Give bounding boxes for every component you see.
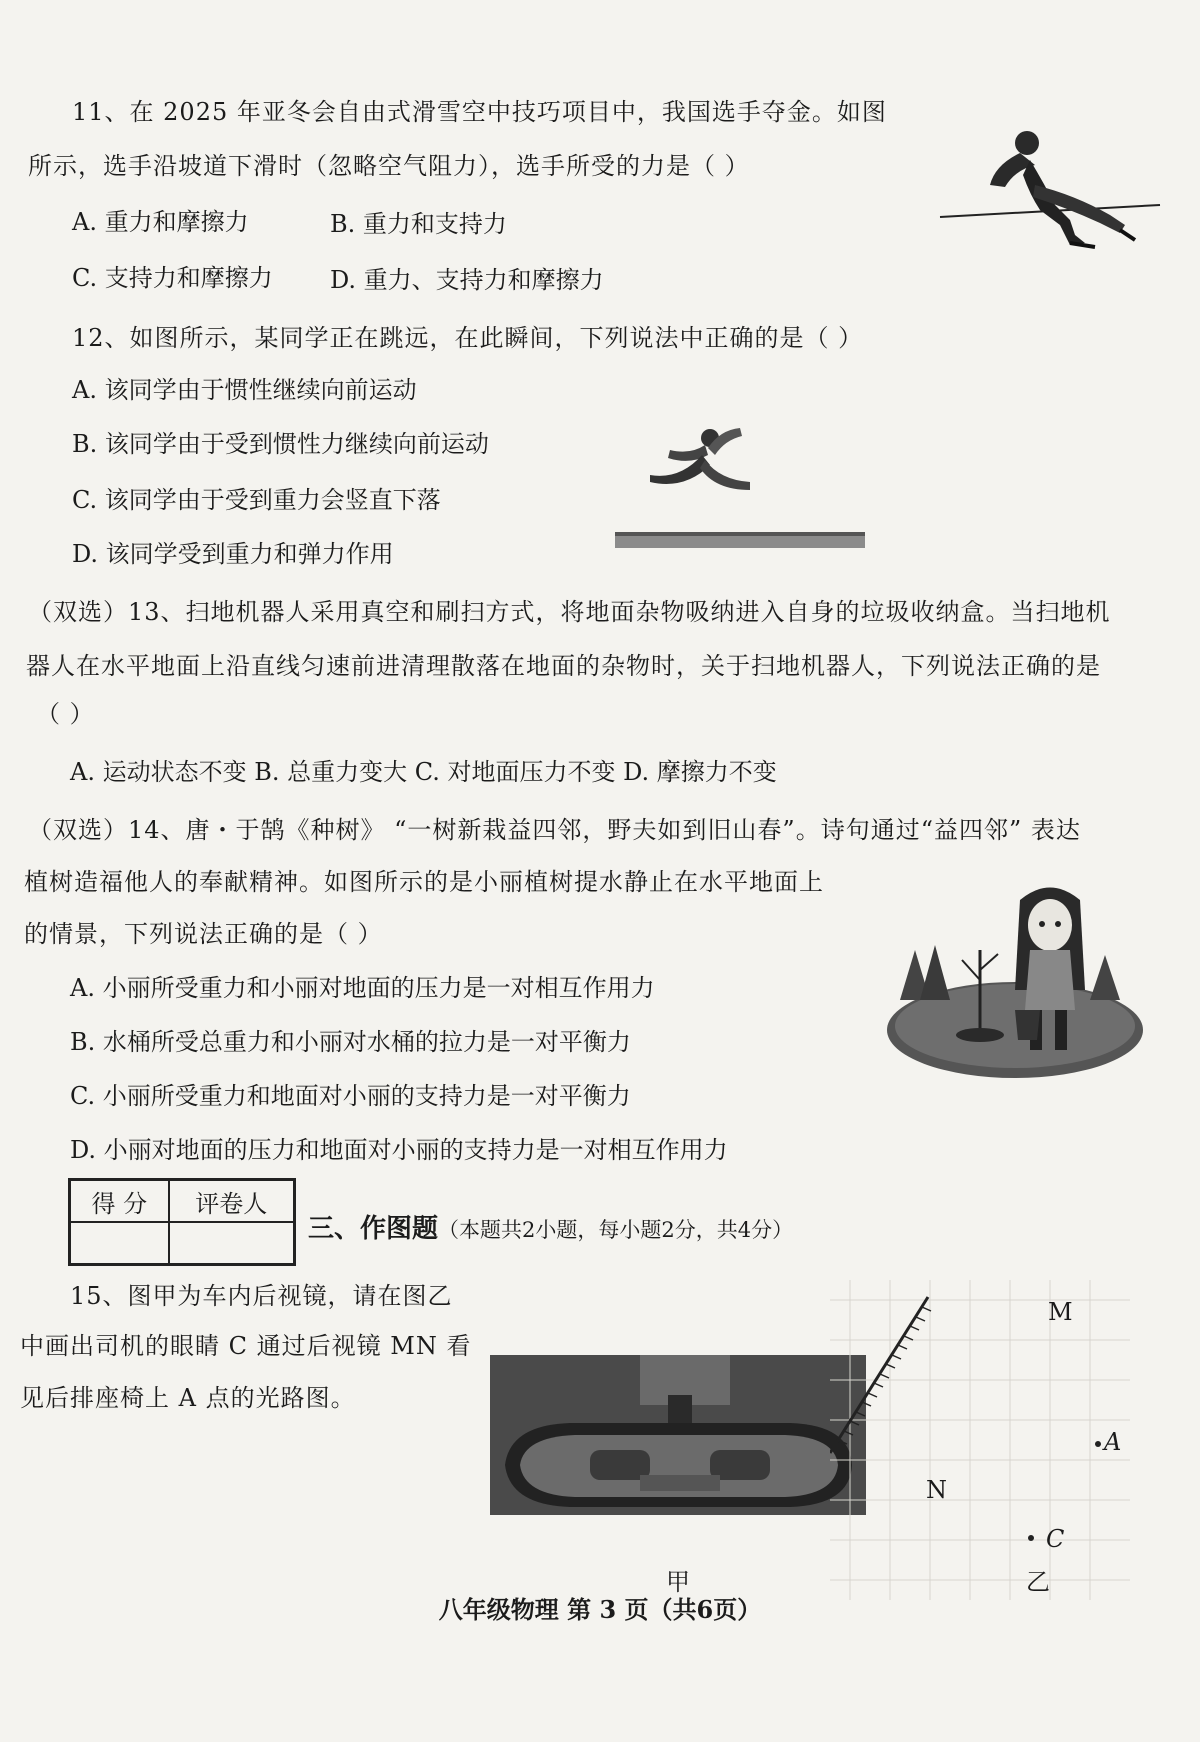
section-3-note: （本题共2小题，每小题2分，共4分） (438, 1218, 794, 1242)
q15-line3: 见后排座椅上 A 点的光路图。 (20, 1384, 356, 1412)
q14-option-a: A. 小丽所受重力和小丽对地面的压力是一对相互作用力 (70, 974, 655, 1002)
label-c: C (1046, 1525, 1065, 1553)
score-header: 得 分 (70, 1180, 169, 1223)
q13-line1: （双选）13、扫地机器人采用真空和刷扫方式，将地面杂物吸纳进入自身的垃圾收纳盒。当扫地机 (28, 598, 1111, 626)
q12-option-a: A. 该同学由于惯性继续向前运动 (72, 376, 417, 404)
figure-yi-label: 乙 (1026, 1568, 1050, 1596)
grader-header: 评卷人 (169, 1180, 295, 1223)
point-c-dot (1028, 1535, 1034, 1541)
figure-jia-label: 甲 (666, 1568, 690, 1596)
q13-line3: （ ） (36, 700, 95, 728)
q14-line3: 的情景，下列说法正确的是（ ） (24, 920, 383, 948)
q12-option-d: D. 该同学受到重力和弹力作用 (72, 540, 394, 568)
q11-line2: 所示，选手沿坡道下滑时（忽略空气阻力），选手所受的力是（ ） (28, 152, 750, 180)
q11-option-c: C. 支持力和摩擦力 (72, 264, 273, 292)
mirror-diagram (830, 1280, 1130, 1600)
section-3-title: 三、作图题 (308, 1214, 439, 1244)
q14-line2: 植树造福他人的奉献精神。如图所示的是小丽植树提水静止在水平地面上 (24, 868, 824, 896)
q11-option-b: B. 重力和支持力 (330, 210, 507, 238)
q11-option-a: A. 重力和摩擦力 (72, 208, 249, 236)
q12-option-c: C. 该同学由于受到重力会竖直下落 (72, 486, 441, 514)
q14-option-d: D. 小丽对地面的压力和地面对小丽的支持力是一对相互作用力 (70, 1136, 728, 1164)
long-jump-figure (610, 420, 870, 560)
q13-line2: 器人在水平地面上沿直线匀速前进清理散落在地面的杂物时，关于扫地机器人，下列说法正确的是 (26, 652, 1101, 680)
skier-figure (935, 125, 1165, 265)
q15-line2: 中画出司机的眼睛 C 通过后视镜 MN 看 (20, 1332, 472, 1360)
label-m: M (1048, 1298, 1073, 1326)
q13-options: A. 运动状态不变 B. 总重力变大 C. 对地面压力不变 D. 摩擦力不变 (70, 758, 777, 786)
tree-planting-figure (880, 880, 1150, 1080)
q14-option-c: C. 小丽所受重力和地面对小丽的支持力是一对平衡力 (70, 1082, 631, 1110)
grader-cell[interactable] (169, 1222, 295, 1265)
q15-line1: 15、图甲为车内后视镜，请在图乙 (70, 1282, 453, 1310)
score-cell[interactable] (70, 1222, 169, 1265)
rearview-mirror-photo (490, 1355, 866, 1515)
section-3-heading (308, 1208, 793, 1245)
point-a-dot (1095, 1441, 1101, 1447)
mirror-mn (830, 1297, 928, 1453)
q14-line1: （双选）14、唐・于鹄《种树》 “一树新栽益四邻，野夫如到旧山春”。诗句通过“益四邻” 表达 (28, 816, 1081, 844)
q11-line1: 11、在 2025 年亚冬会自由式滑雪空中技巧项目中，我国选手夺金。如图 (72, 98, 887, 126)
label-a: A (1104, 1428, 1122, 1456)
q11-option-d: D. 重力、支持力和摩擦力 (330, 266, 604, 294)
score-table (68, 1178, 296, 1266)
q12-question: 12、如图所示，某同学正在跳远，在此瞬间，下列说法中正确的是（ ） (72, 324, 864, 352)
page-footer: 八年级物理 第 3 页（共6页） (438, 1595, 762, 1624)
q12-option-b: B. 该同学由于受到惯性力继续向前运动 (72, 430, 489, 458)
label-n: N (926, 1476, 947, 1504)
q14-option-b: B. 水桶所受总重力和小丽对水桶的拉力是一对平衡力 (70, 1028, 631, 1056)
